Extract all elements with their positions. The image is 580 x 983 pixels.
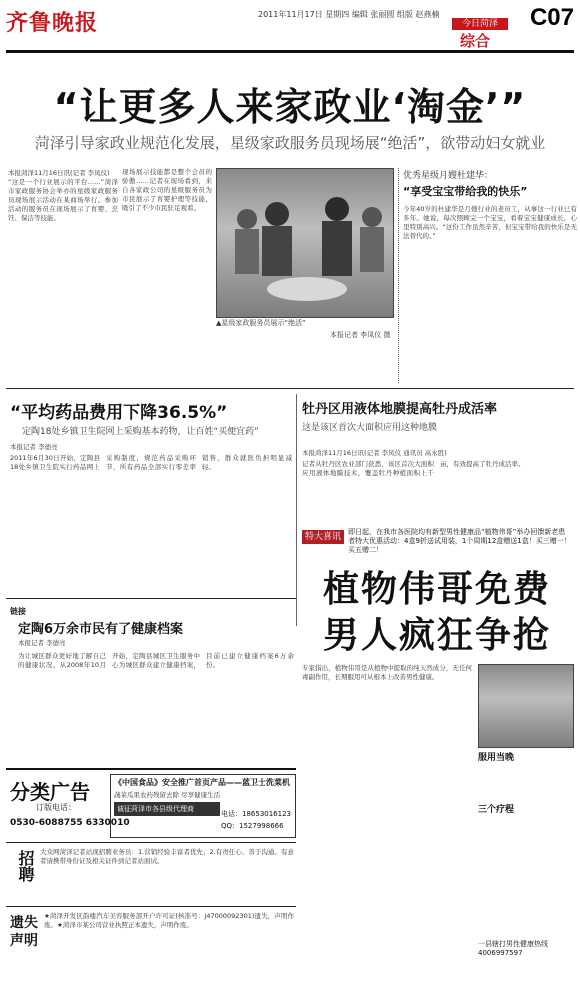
lost-label: 遗失声明 [10, 915, 38, 949]
sidebar-body: 今年40岁的杜建华是月嫂行业的老员工，从事这一行业已有多年。她说，每次照顾完一个宝宝，看着宝宝健康成长，心里特别高兴。“这份工作虽然辛苦，但宝宝带给我的快乐是无法替代的。” [403, 205, 577, 240]
health-tag: 链接 [10, 607, 26, 616]
newspaper-logo: 齐鲁晚报 [6, 10, 99, 36]
masthead [0, 0, 580, 48]
page-number: C07 [529, 4, 574, 31]
ad-big-line2: 男人疯狂争抢 [322, 615, 551, 656]
sidebar-story [398, 168, 577, 383]
issue-date: 2011年11月17日 [258, 10, 323, 19]
ad-body: 专家指出，植物伟哥是从植物中提取的纯天然成分，无任何毒副作用，长期服用可从根本上改善男性健康。 [302, 664, 472, 681]
divider-3 [6, 842, 296, 843]
peony-headline: 牡丹区用液体地膜提高牡丹成活率 [302, 402, 498, 417]
ad-tag: 特大喜讯 [302, 530, 344, 544]
lead-headline: “让更多人来家政业‘淘金’” [53, 85, 527, 129]
divider-1 [6, 388, 574, 389]
people-photo-placeholder [217, 169, 393, 317]
ad-big-line1: 植物伟哥免费 [322, 569, 551, 610]
section-badge: 今日菏泽 [452, 18, 508, 30]
dateline [258, 9, 439, 20]
lead-byline: 本报菏泽11月16日讯(记者 李凤仪) [8, 169, 110, 177]
washer-qq: QQ：1527998666 [221, 822, 284, 830]
section-name: 综合 [460, 32, 491, 50]
divider-2 [6, 598, 296, 599]
washer-brand: 《中国食品》安全推广首页产品——蓝卫士洗菜机 [114, 778, 290, 787]
editor: 编辑 张丽圆 [351, 10, 395, 19]
lost-body: ★菏泽开发区韵楼汽车美容服务部开户许可证(核准号：J47000092301)遗失，声明作废。★菏泽市某公司营业执照正本遗失，声明作废。 [44, 912, 294, 929]
classified-rule [6, 768, 296, 770]
ad-hotline: 一县辖打男性健康热线4006997597 [478, 940, 548, 957]
sidebar-kicker: 优秀星级月嫂杜建华： [403, 171, 494, 181]
drugs-byline: 本报记者 李德亮 [10, 443, 58, 451]
washer-tel: 电话：18653016123 [221, 810, 291, 818]
sidebar-title: “享受宝宝带给我的快乐” [403, 185, 528, 198]
masthead-rule [6, 50, 574, 53]
lead-body-left: “这是一个行业展示的平台……”菏泽市家政服务协会举办的星级家政服务员现场展示活动在某商场举行。参加活动的服务员在现场展示了育婴、烹饪、保洁等技能。 [8, 178, 118, 222]
peony-body: 记者从牡丹区农业部门获悉，该区首次大面积应用液体地膜技术，覆盖牡丹种植面积上千亩，有效提高了牡丹成活率。 [302, 460, 525, 477]
lead-body-mid: 现场展示技能都是整个会员的骄傲……记者在现场看到，来自各家政公司的星级服务员为市民展示了育婴护理等技能，吸引了不少市民驻足观看。 [122, 168, 212, 212]
designer: 组版 赵燕楠 [396, 10, 440, 19]
ad-tag-night: 服用当晚 [478, 753, 515, 763]
classified-phone-label: 订版电话： [36, 803, 76, 812]
ad-tag-course: 三个疗程 [478, 805, 515, 815]
recruit-label: 招聘 [16, 850, 35, 882]
drugs-headline: “平均药品费用下降36.5%” [10, 403, 228, 423]
health-byline: 本报记者 李德亮 [18, 639, 66, 647]
health-headline: 定陶6万余市民有了健康档案 [18, 622, 184, 637]
divider-4 [6, 906, 296, 907]
lead-photo [216, 168, 394, 318]
washer-ad [110, 774, 296, 838]
classified-title: 分类广告 [10, 780, 90, 804]
issue-weekday: 星期四 [325, 10, 350, 19]
peony-subtitle: 这是该区首次大面积应用这种地膜 [302, 423, 438, 433]
lead-subtitle: 菏泽引导家政业规范化发展，星级家政服务员现场展“绝活”，欲带动妇女就业 [34, 134, 546, 152]
washer-dealer: 诚征菏泽市各县级代理商 [114, 802, 220, 816]
peony-byline: 本报菏泽11月16日讯(记者 李凤仪 通讯员 高永胜) [302, 449, 447, 457]
health-body: 为让城区群众更好地了解自己的健康状况，从2008年10月开始，定陶县城区卫生服务中心为城区群众建立健康档案，目前已建立健康档案6万余份。 [18, 652, 294, 669]
recruit-body: 大众网菏泽记者站现招聘业务员：1.营销经验丰富者优先；2.有责任心、善于沟通。有意者请携带身份证及相关证件到记者站面试。 [40, 848, 294, 865]
drugs-subtitle: 定陶18处乡镇卫生院网上采购基本药物，让百姓“买便宜药” [22, 427, 259, 437]
classified-phone: 0530-6088755 6330010 [10, 818, 130, 828]
ad-intro: 即日起，在我市各医院均有新型男性健康品“植物伟哥”举办回馈新老患者特大优惠活动：4盒9折送试用装，1个周期12盒赠送1盒！买三赠一！买五赠二！ [348, 528, 571, 554]
column-divider [296, 394, 297, 626]
ad-photo [478, 664, 574, 748]
drugs-body: 2011年6月30日开始，定陶县18处乡镇卫生院实行药品网上采购制度，规范药品采购环节，所有药品全部实行零差率销售，群众就医负担明显减轻。 [10, 454, 292, 471]
lead-photo-credit: 本报记者 李凤仪 摄 [330, 331, 391, 339]
washer-desc: 蔬菜瓜果农药残留去除 尽享健康生活 [114, 791, 221, 799]
lead-photo-caption: ▲星级家政服务员展示“绝活” [216, 319, 306, 327]
